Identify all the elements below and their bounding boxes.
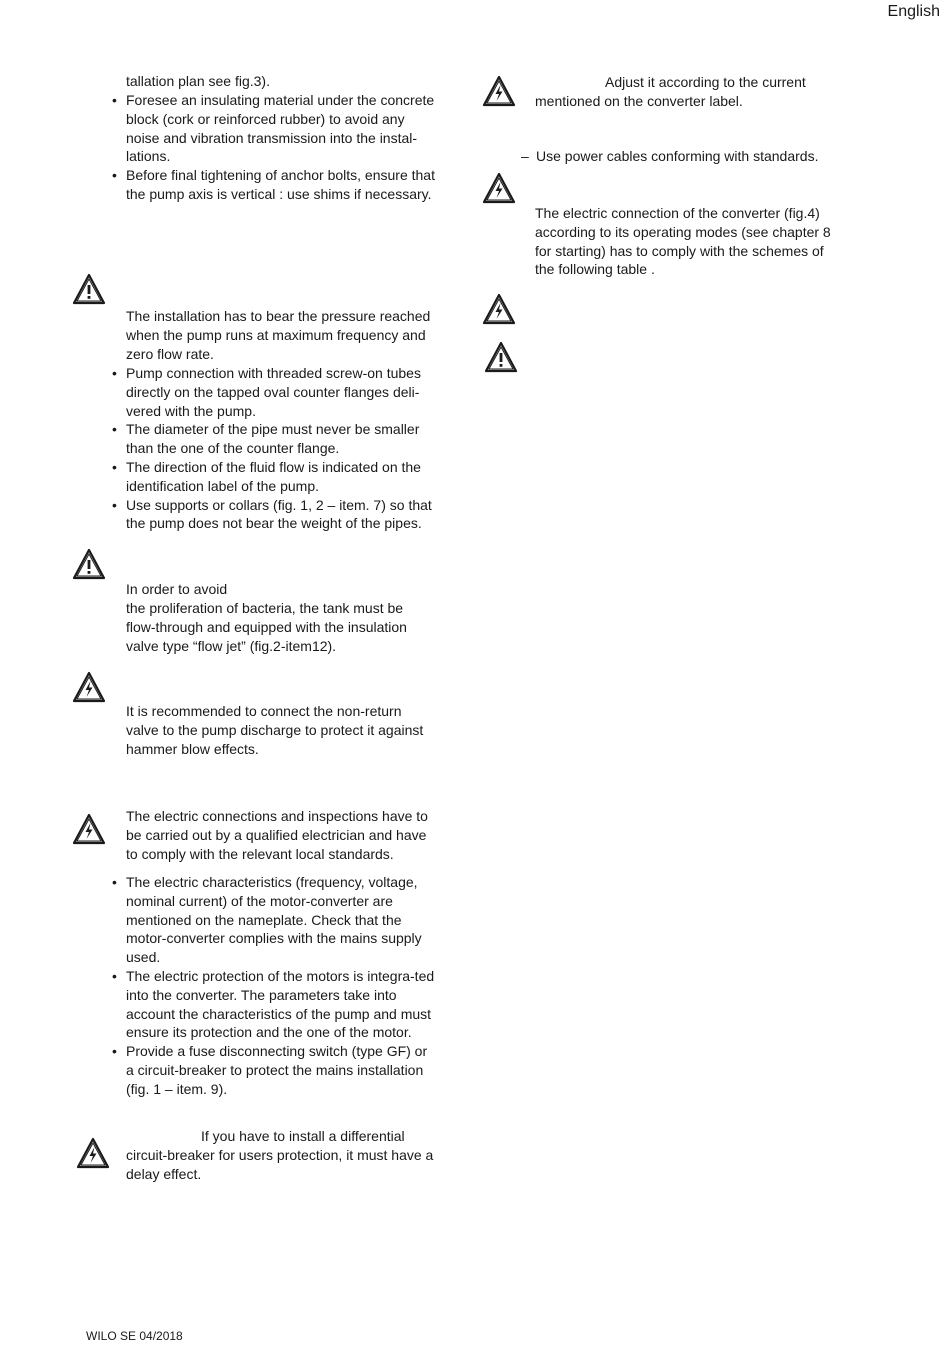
electrical-hazard-icon	[76, 1137, 110, 1169]
adjust-current-note: Adjust it according to the current mentioned on the converter label.	[535, 74, 806, 109]
pipe-bullet-list	[112, 364, 436, 533]
converter-connection-note: The electric connection of the converter (fig.4) according to its operating modes (see chapter 8 for starting) has to comply with the schemes of the following table .	[535, 205, 831, 278]
electrical-hazard-icon	[72, 813, 106, 845]
dash-marker: –	[521, 148, 529, 164]
electric-bullet-list	[112, 873, 436, 1099]
electrical-hazard-icon	[72, 671, 106, 703]
electric-connection-note: The electric connections and inspections have to be carried out by a qualified electrician and have to comply with the relevant local standards.	[126, 808, 428, 862]
warning-triangle-icon	[72, 273, 106, 305]
bacteria-note: the proliferation of bacteria, the tank must be flow-through and equipped with the insulation valve type “flow jet” (fig.2-item12).	[126, 600, 407, 654]
list-item: • Pump connection with threaded screw-on tubes directly on the tapped oval counter flanges deli-vered with the pump.	[112, 365, 421, 419]
list-item: • The direction of the fluid flow is indicated on the identification label of the pump.	[112, 458, 421, 494]
footer-text: WILO SE 04/2018	[86, 1329, 183, 1343]
list-item: • The electric characteristics (frequency, voltage, nominal current) of the motor-converter are mentioned on the nameplate. Check that the motor-converter complies with the mains supply used.	[112, 874, 422, 966]
list-item: • Use supports or collars (fig. 1, 2 – item. 7) so that the pump does not bear the weight of the pipes.	[112, 496, 432, 532]
electrical-hazard-icon	[482, 75, 516, 107]
list-item: • Foresee an insulating material under the concrete block (cork or reinforced rubber) to avoid any noise and vibration transmission into the instal-lations.	[112, 92, 435, 165]
electrical-hazard-icon	[482, 172, 516, 204]
language-label: English	[887, 3, 940, 20]
differential-breaker-note: If you have to install a differential circuit-breaker for users protection, it must have a delay effect.	[126, 1128, 434, 1182]
list-item: • The diameter of the pipe must never be smaller than the one of the counter flange.	[112, 421, 420, 457]
electrical-hazard-icon	[482, 293, 516, 325]
list-item: • Before final tightening of anchor bolts, ensure that the pump axis is vertical : use shims if necessary.	[112, 167, 435, 202]
pressure-note: The installation has to bear the pressure reached when the pump runs at maximum frequency and zero flow rate.	[126, 308, 431, 362]
warning-triangle-icon	[72, 548, 106, 580]
list-item: • The electric protection of the motors is integra-ted into the converter. The parameters take into account the characteristics of the pump and must ensure its protection and the one of the motor.	[112, 967, 435, 1041]
installation-bullet-list	[112, 91, 436, 204]
bacteria-note-lead: In order to avoid	[126, 581, 228, 597]
nonreturn-valve-note: It is recommended to connect the non-return valve to the pump discharge to protect it against hammer blow effects.	[126, 703, 424, 757]
power-cables-note: Use power cables conforming with standards.	[536, 148, 819, 164]
installation-continuation: tallation plan see fig.3).	[126, 73, 270, 89]
warning-triangle-icon	[484, 341, 518, 373]
list-item: • Provide a fuse disconnecting switch (type GF) or a circuit-breaker to protect the mains installation (fig. 1 – item. 9).	[112, 1043, 428, 1097]
